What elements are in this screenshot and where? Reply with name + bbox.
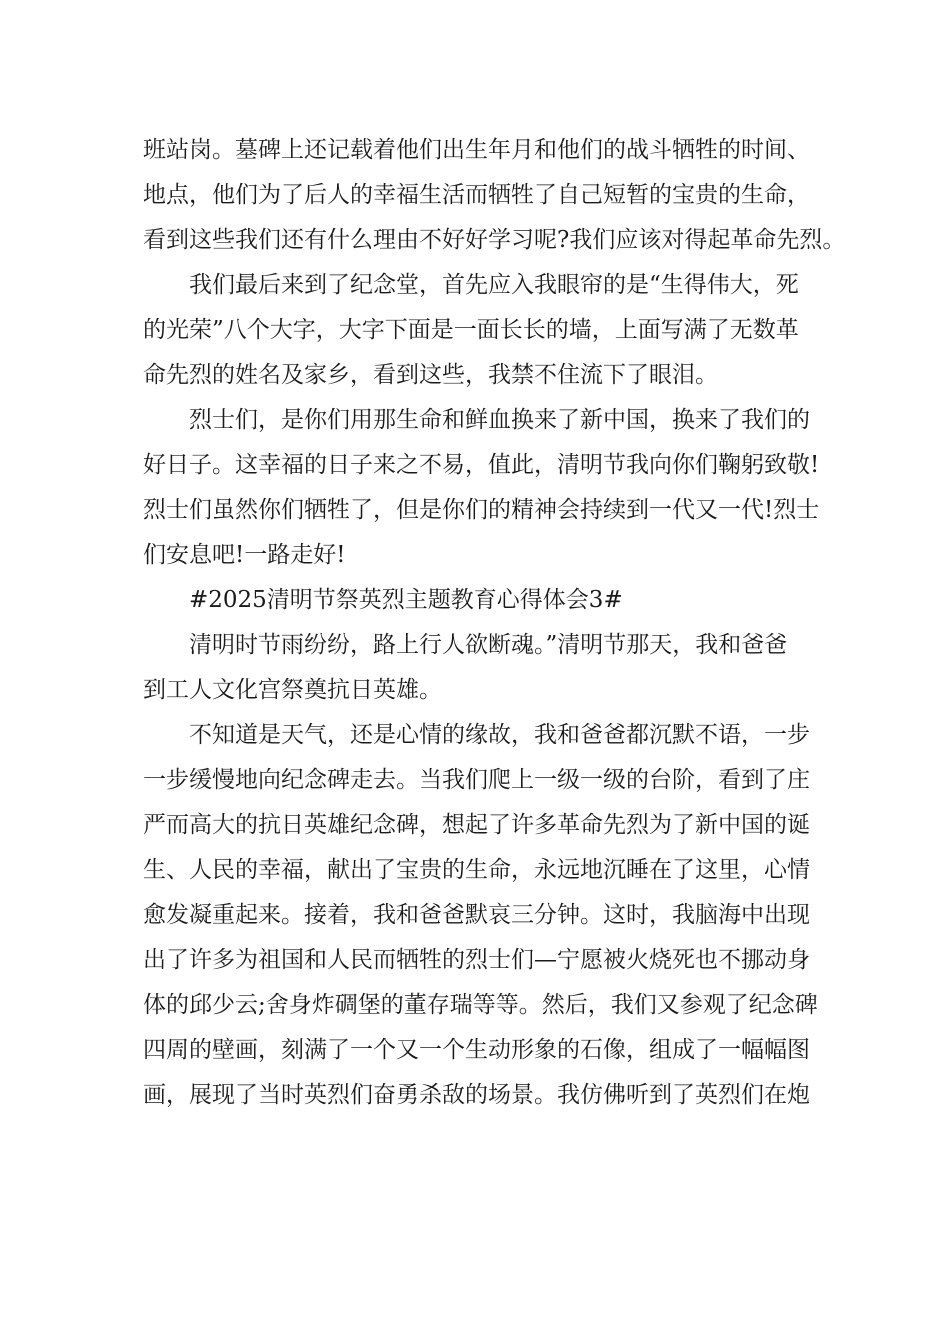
text-line: 烈士们虽然你们牺牲了，但是你们的精神会持续到一代又一代!烈士 <box>143 497 820 523</box>
text-line: 愈发凝重起来。接着，我和爸爸默哀三分钟。这时，我脑海中出现 <box>143 902 810 928</box>
paragraph-start-line: 不知道是天气，还是心情的缘故，我和爸爸都沉默不语，一步 <box>189 722 810 748</box>
text-line: 一步缓慢地向纪念碑走去。当我们爬上一级一级的台阶，看到了庄 <box>143 767 810 793</box>
text-line: 看到这些我们还有什么理由不好好学习呢?我们应该对得起革命先烈。 <box>143 227 846 253</box>
text-line: 出了许多为祖国和人民而牺牲的烈士们—宁愿被火烧死也不挪动身 <box>143 947 810 973</box>
paragraph-start-line: 烈士们，是你们用那生命和鲜血换来了新中国，换来了我们的 <box>189 407 810 433</box>
text-line: 的光荣”八个大字，大字下面是一面长长的墙，上面写满了无数革 <box>143 317 799 343</box>
text-line: 生、人民的幸福，献出了宝贵的生命，永远地沉睡在了这里，心情 <box>143 857 810 883</box>
text-line: 班站岗。墓碑上还记载着他们出生年月和他们的战斗牺牲的时间、 <box>143 137 810 163</box>
text-line: 体的邱少云;舍身炸碉堡的董存瑞等等。然后，我们又参观了纪念碑 <box>143 992 818 1018</box>
text-line: 地点，他们为了后人的幸福生活而牺牲了自己短暂的宝贵的生命， <box>143 182 810 208</box>
paragraph-start-line: 清明时节雨纷纷，路上行人欲断魂。”清明节那天，我和爸爸 <box>189 632 788 658</box>
text-line: 命先烈的姓名及家乡，看到这些，我禁不住流下了眼泪。 <box>143 362 718 388</box>
text-line: 画，展现了当时英烈们奋勇杀敌的场景。我仿佛听到了英烈们在炮 <box>143 1082 810 1108</box>
text-line: 四周的壁画，刻满了一个又一个生动形象的石像，组成了一幅幅图 <box>143 1037 810 1063</box>
paragraph-start-line: 我们最后来到了纪念堂，首先应入我眼帘的是“生得伟大，死 <box>189 272 799 298</box>
text-line: 到工人文化宫祭奠抗日英雄。 <box>143 677 442 703</box>
text-line: 好日子。这幸福的日子来之不易，值此，清明节我向你们鞠躬致敬! <box>143 452 820 478</box>
text-line: 们安息吧!一路走好! <box>143 542 346 568</box>
text-line: 严而高大的抗日英雄纪念碑，想起了许多革命先烈为了新中国的诞 <box>143 812 810 838</box>
document-body <box>143 128 846 1118</box>
section-heading: #2025清明节祭英烈主题教育心得体会3# <box>189 587 623 613</box>
